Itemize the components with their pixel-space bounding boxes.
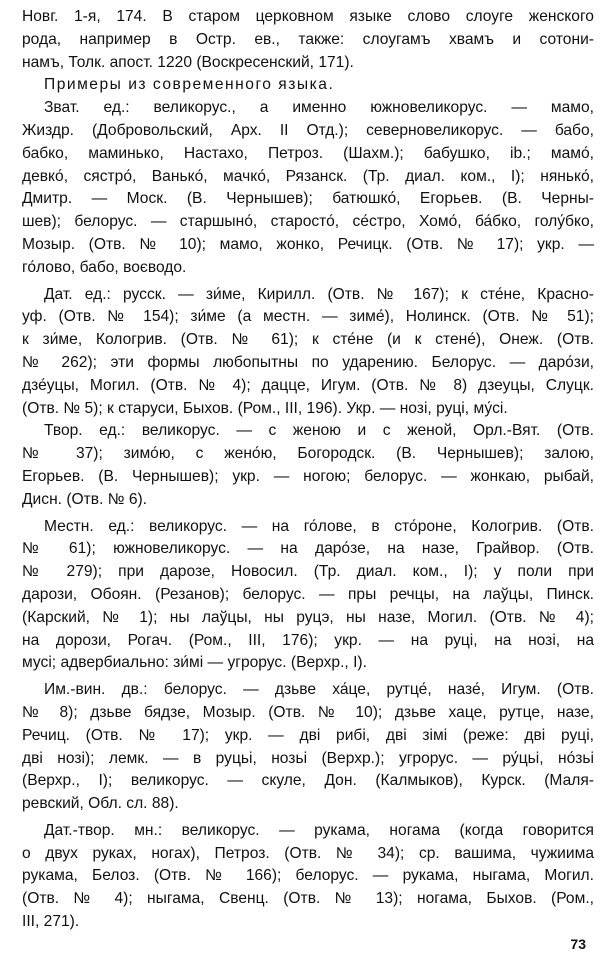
text-line: дві нозі); лемк. — в руцьі, нозьі (Верхр.); угрорус. — ру́цьі, но́зьі — [22, 749, 594, 767]
paragraph-vocative — [22, 97, 594, 279]
text-line: шев); белорус. — старшыно́, старосто́, се́стро, Хомо́, ба́бко, голу́бко, — [22, 213, 594, 231]
text-line: уф. (Отв. № 154); зи́ме (а местн. — зиме́), Нолинск. (Отв. № 51); — [22, 308, 594, 326]
heading-text: Примеры из современного языка. — [44, 76, 335, 94]
paragraph-locative — [22, 516, 594, 676]
text-line: Егорьев. (В. Чернышев); укр. — ногою; белорус. — жонкаю, рыбай, — [22, 467, 594, 485]
text-line: Дисн. (Отв. № 6). — [22, 490, 148, 508]
text-line: к зи́ме, Кологрив. (Отв. № 61); к сте́не (и к стене́), Онеж. (Отв. — [22, 331, 594, 349]
text-line: Зват. ед.: великорус., а именно южновеликорус. — мамо, — [44, 99, 594, 117]
body-text — [22, 6, 594, 934]
paragraph-dative-instrumental-plural — [22, 820, 594, 934]
text-line: бабко, маминько, Настахо, Петроз. (Шахм.); бабушко, ib.; мамо́, — [22, 144, 594, 162]
page-number: 73 — [570, 936, 586, 952]
text-line: дзе́уцы, Могил. (Отв. № 4); дацце, Игум. (Отв. № 8) дзеуцы, Слуцк. — [22, 376, 594, 394]
text-line: Речиц. (Отв. № 17); укр. — дві рибі, дві зімі (реже: дві руці, — [22, 726, 594, 744]
text-line: Им.-вин. дв.: белорус. — дзьве ха́це, рутце́, назе́, Игум. (Отв. — [44, 681, 594, 699]
text-line: (Карский, № 1); ны лаўцы, ны руцэ, ны назе, Могил. (Отв. № 4); — [22, 608, 594, 626]
text-line: мусі; адвербиально: зи́мі — угрорус. (Верхр., I). — [22, 654, 367, 672]
text-line: на дорози, Рогач. (Ром., III, 176); укр. — на руці, на нозі, на — [22, 631, 594, 649]
text-line: № 262); эти формы любопытны по ударению. Белорус. — даро́зи, — [22, 353, 594, 371]
text-line: (Верхр., I); великорус. — скуле, Дон. (Калмыков), Курск. (Маля- — [22, 772, 594, 790]
text-line: (Отв. № 4); ныгама, Свенц. (Отв. № 13); ногама, Быхов. (Ром., — [22, 890, 594, 908]
text-line: (Отв. № 5); к старуси, Быхов. (Ром., III, 196). Укр. — нозі, руці, му́сі. — [22, 399, 508, 417]
text-line: Дат.-твор. мн.: великорус. — рукама, ногама (когда говорится — [44, 821, 594, 839]
text-line: Мозыр. (Отв. № 10); мамо, жонко, Речицк. (Отв. № 17); укр. — — [22, 235, 594, 253]
paragraph-dual — [22, 679, 594, 816]
text-line: III, 271). — [22, 913, 80, 931]
text-line: Твор. ед.: великорус. — с женою и с женой, Орл.-Вят. (Отв. — [44, 422, 594, 440]
text-line: Дмитр. — Моск. (В. Чернышев); батюшко́, Егорьев. (В. Черны- — [22, 190, 594, 208]
text-line: рода, например в Остр. ев., также: слоугамъ хвамъ и сотони- — [22, 30, 594, 48]
text-line: Дат. ед.: русск. — зи́ме, Кирилл. (Отв. № 167); к сте́не, Красно- — [44, 285, 594, 303]
text-line: № 279); при дарозе, Новосил. (Тр. диал. ком., I); у поли при — [22, 563, 594, 581]
text-line: дарози, Обоян. (Резанов); белорус. — пры речцы, на лаўцы, Пинск. — [22, 585, 594, 603]
text-line: № 37); зимо́ю, с жено́ю, Богородск. (В. Чернышев); залою, — [22, 445, 594, 463]
text-line: Жиздр. (Добровольский, Арх. II Отд.); северновеликорус. — бабо, — [22, 121, 594, 139]
text-line: рукама, Белоз. (Отв. № 166); белорус. — рукама, ныгама, Могил. — [22, 867, 594, 885]
text-line: № 8); дзьве бядзе, Мозыр. (Отв. № 10); дзьве хаце, рутце, назе, — [22, 703, 594, 721]
text-line: намъ, Толк. апост. 1220 (Воскресенский, 171). — [22, 53, 354, 71]
text-line: девко́, сястро́, Ванько́, мачко́, Рязанск. (Тр. диал. ком., I); нянько́, — [22, 167, 594, 185]
paragraph-dative — [22, 284, 594, 421]
text-line: Местн. ед.: великорус. — на го́лове, в сто́роне, Кологрив. (Отв. — [44, 517, 594, 535]
intro-paragraph — [22, 6, 594, 74]
text-line: ревский, Обл. сл. 88). — [22, 795, 179, 813]
text-line: № 61); южновеликорус. — на даро́зе, на назе, Грайвор. (Отв. — [22, 540, 594, 558]
text-line: о двух руках, ногах), Петроз. (Отв. № 34); ср. вашима, чужиима — [22, 844, 594, 862]
text-line: Новг. 1-я, 174. В старом церковном языке слово слоуге женского — [22, 8, 594, 25]
section-heading — [22, 74, 594, 97]
paragraph-instrumental — [22, 420, 594, 511]
text-line: го́ловo, бабо, воєводо. — [22, 258, 187, 276]
